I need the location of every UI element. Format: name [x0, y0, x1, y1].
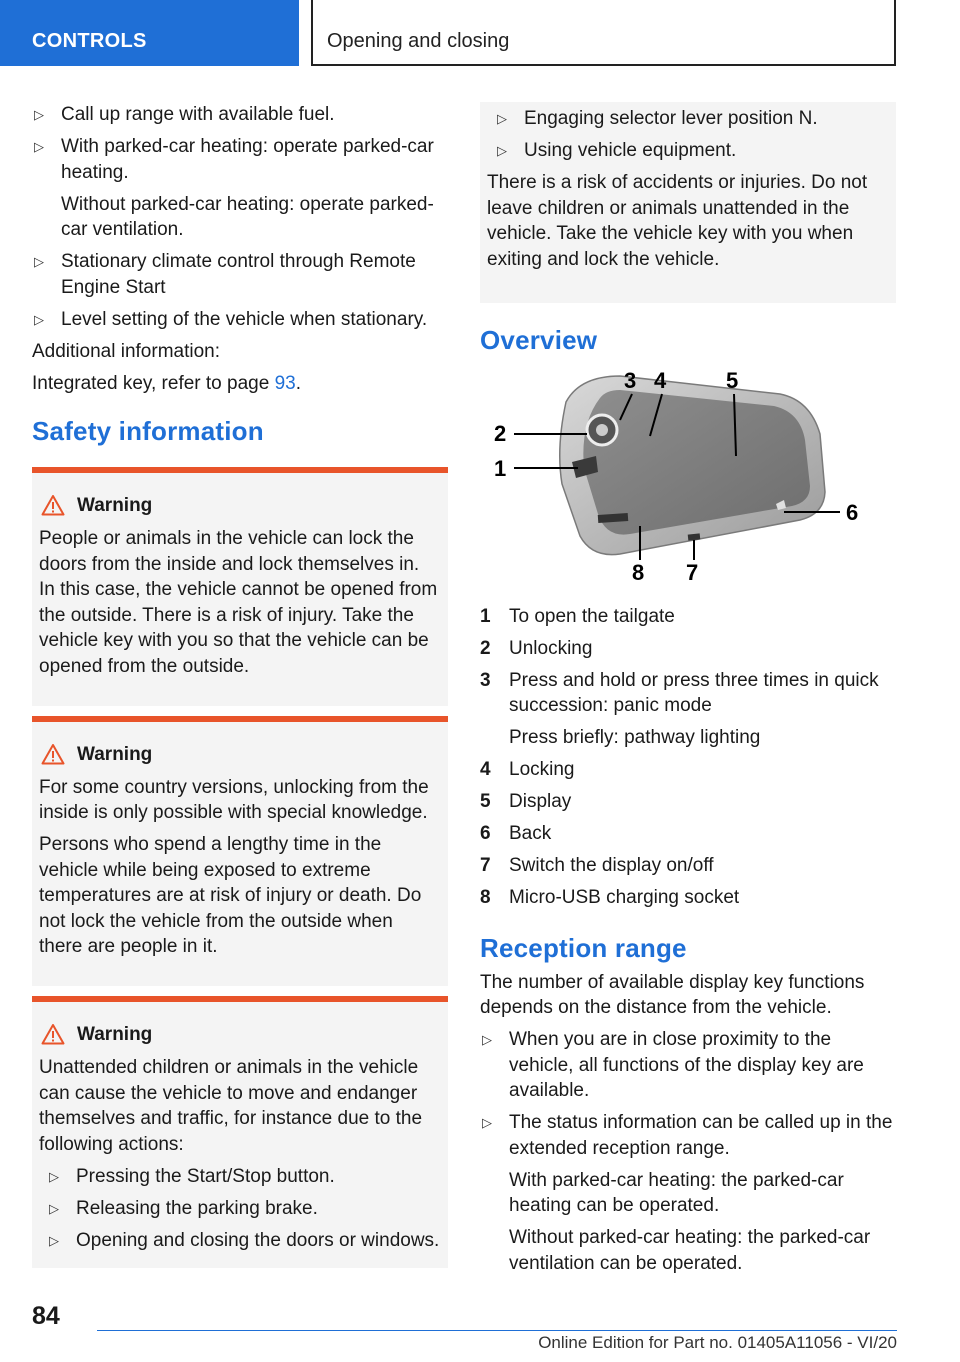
- triangle-bullet-icon: ▷: [49, 1232, 59, 1248]
- reception-heading: Reception range: [480, 932, 687, 963]
- warning-box: Warning People or animals in the vehicle can lock the doors from the inside and lock themselves in. In this case, the vehicle cannot be opened from the outside. There is a risk of injury. Take the vehicle key with you so that the vehicle can be opened from the outside.: [32, 467, 448, 706]
- chapter-title: Opening and closing: [327, 30, 510, 52]
- list-item: ▷ Stationary climate control through Remote Engine Start: [34, 251, 416, 298]
- warning-box: Warning Unattended children or animals in the vehicle can cause the vehicle to move and endanger themselves and traffic, for instance due to the following actions: ▷ Pressing the Start/Stop button. ▷ Releasing the parking brake. ▷ Opening and closing the doors or windows.: [32, 996, 448, 1268]
- callout-6: 6: [846, 499, 859, 525]
- section-title: CONTROLS: [32, 30, 147, 52]
- warning-triangle-icon: [41, 1023, 65, 1053]
- right-column: [480, 102, 896, 1283]
- list-item: ▷ Opening and closing the doors or windows.: [47, 1228, 440, 1254]
- list-item: ▷ Using vehicle equipment.: [495, 138, 888, 164]
- left-column: [32, 102, 448, 1278]
- warning-triangle-icon: [41, 494, 65, 524]
- page-reference: Integrated key, refer to page 93.: [32, 372, 301, 394]
- list-item: ▷ Pressing the Start/Stop button.: [47, 1164, 440, 1190]
- warning-title: Warning: [39, 493, 440, 519]
- chapter-tab: [311, 0, 896, 66]
- footer: [97, 1330, 897, 1352]
- triangle-bullet-icon: ▷: [497, 111, 507, 126]
- triangle-bullet-icon: ▷: [482, 1115, 492, 1130]
- overview-legend: [480, 604, 896, 911]
- legend-item: 7 Switch the display on/off: [480, 855, 714, 876]
- warning-title: Warning: [39, 742, 440, 768]
- legend-item: 3 Press and hold or press three times in quick succession: panic mode Press briefly: pathway lighting: [480, 669, 879, 748]
- legend-item: 1 To open the tailgate: [480, 605, 675, 627]
- legend-item: 6 Back: [480, 823, 552, 844]
- list-item: ▷ When you are in close proximity to the vehicle, all functions of the display key are available.: [482, 1029, 864, 1101]
- reception-list: [480, 1027, 896, 1276]
- additional-info-label: Additional information:: [32, 340, 220, 362]
- triangle-bullet-icon: ▷: [49, 1200, 59, 1216]
- display-key-figure: [480, 364, 896, 586]
- warning-title: Warning: [39, 1022, 440, 1048]
- safety-heading: Safety information: [32, 416, 264, 446]
- triangle-bullet-icon: ▷: [497, 143, 507, 158]
- legend-item: 5 Display: [480, 791, 572, 812]
- legend-item: 8 Micro-USB charging socket: [480, 887, 740, 908]
- edition-text: Online Edition for Part no. 01405A11056 - VI/20: [538, 1333, 897, 1352]
- list-item: ▷ The status information can be called up in the extended reception range. With parked-car heating: the parked-car heating can be operated. Without parked-car heating: the parked-car ventilation can be operated.: [482, 1112, 893, 1274]
- legend-item: 4 Locking: [480, 759, 575, 780]
- warning-box: Warning For some country versions, unlocking from the inside is only possible with special knowledge. Persons who spend a lengthy time in the vehicle while being exposed to extreme temperatures are at risk of injury or death. Do not lock the vehicle from the outside when there are people in it.: [32, 716, 448, 987]
- callout-3: 3: [624, 367, 637, 393]
- section-tab: [0, 0, 299, 66]
- action-list: [39, 1164, 440, 1254]
- warning-continuation-box: ▷ Engaging selector lever position N. ▷ Using vehicle equipment. There is a risk of accidents or injuries. Do not leave children or animals unattended in the vehicle. Take the vehicle key with you when exiting and lock the vehicle.: [480, 102, 896, 303]
- list-item: ▷ With parked-car heating: operate parked-car heating. Without parked-car heating: operate parked-car ventilation.: [34, 136, 434, 240]
- triangle-bullet-icon: ▷: [34, 311, 44, 327]
- feature-list: [32, 102, 448, 332]
- warning-triangle-icon: [41, 743, 65, 773]
- callout-1: 1: [494, 455, 507, 481]
- page-link[interactable]: 93: [274, 372, 296, 394]
- overview-heading: Overview: [480, 324, 598, 355]
- list-item: ▷ Releasing the parking brake.: [47, 1196, 440, 1222]
- list-item: ▷ Call up range with available fuel.: [32, 102, 448, 128]
- callout-5: 5: [726, 367, 739, 393]
- callout-2: 2: [494, 420, 507, 446]
- action-list: [487, 106, 888, 164]
- page-number: 84: [32, 1302, 60, 1330]
- list-item: ▷ Level setting of the vehicle when stationary.: [32, 307, 448, 333]
- triangle-bullet-icon: ▷: [49, 1168, 59, 1184]
- display-key-illustration: [480, 364, 896, 586]
- callout-8: 8: [632, 559, 645, 585]
- callout-4: 4: [654, 367, 667, 393]
- legend-item: 2 Unlocking: [480, 637, 593, 659]
- triangle-bullet-icon: ▷: [34, 107, 44, 122]
- reception-text: The number of available display key functions depends on the distance from the vehicle.: [480, 971, 865, 1018]
- triangle-bullet-icon: ▷: [482, 1032, 492, 1047]
- list-item: ▷ Engaging selector lever position N.: [495, 106, 888, 132]
- triangle-bullet-icon: ▷: [34, 139, 44, 154]
- triangle-bullet-icon: ▷: [34, 254, 44, 269]
- callout-7: 7: [686, 559, 699, 585]
